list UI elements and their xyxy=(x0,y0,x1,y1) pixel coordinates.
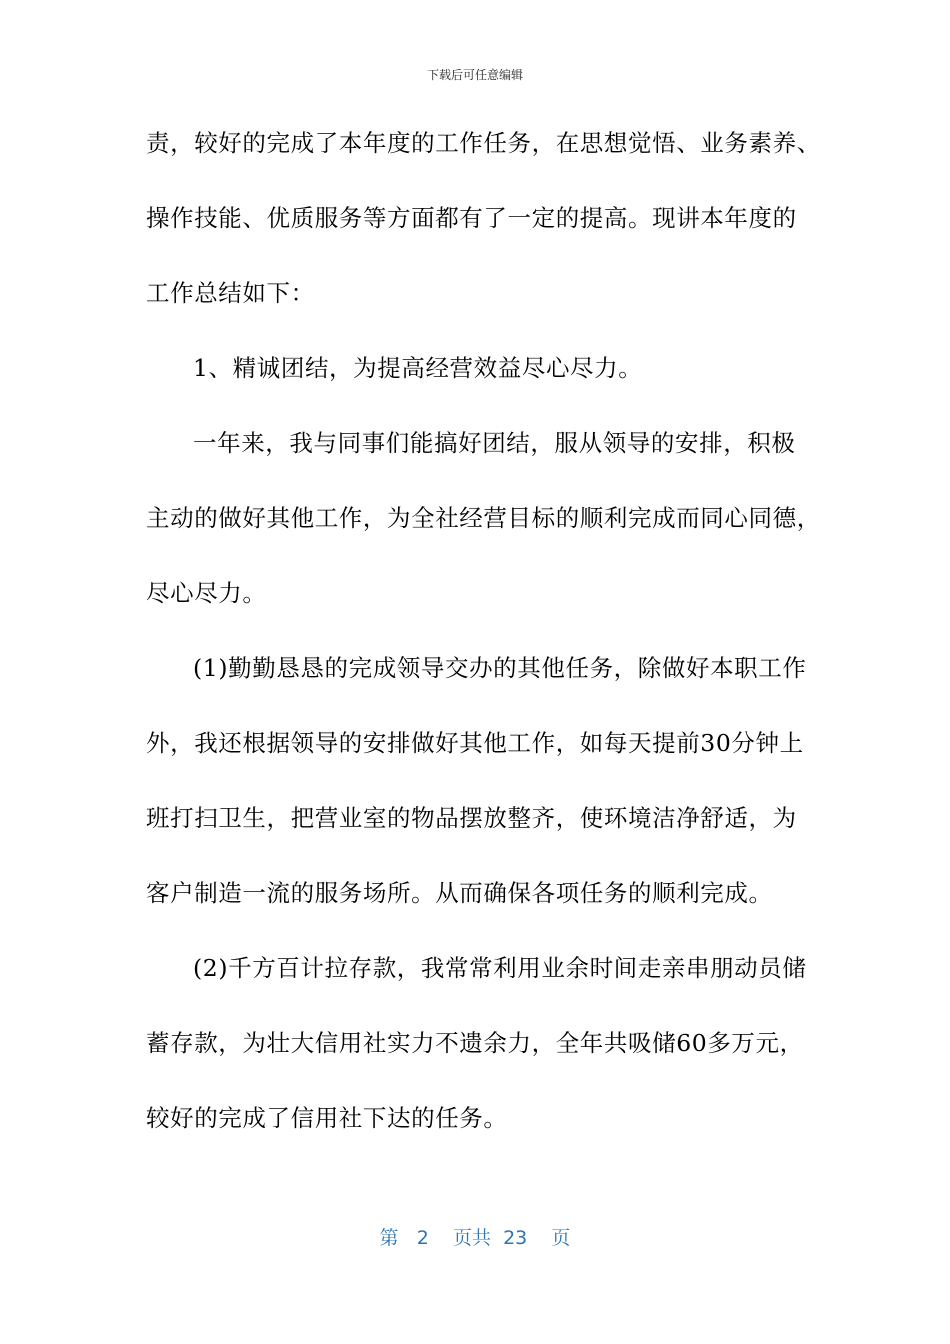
body-line: 尽心尽力。 xyxy=(146,579,267,607)
body-line: 操作技能、优质服务等方面都有了一定的提高。现讲本年度的 xyxy=(146,204,797,232)
body-line: 一年来，我与同事们能搞好团结，服从领导的安排，积极 xyxy=(193,429,796,457)
body-line: (2)千方百计拉存款，我常常利用业余时间走亲串朋动员储 xyxy=(193,954,807,982)
body-line: 责，较好的完成了本年度的工作任务，在思想觉悟、业务素养、 xyxy=(146,129,821,157)
body-line: 较好的完成了信用社下达的任务。 xyxy=(146,1104,508,1132)
footer-prefix: 第 xyxy=(379,1227,399,1249)
footer-suffix: 页 xyxy=(551,1227,571,1249)
total-pages-number: 23 xyxy=(503,1227,528,1249)
page-header: 下载后可任意编辑 xyxy=(426,68,523,82)
footer-middle: 页共 xyxy=(452,1227,491,1249)
body-line: 班打扫卫生，把营业室的物品摆放整齐，使环境洁净舒适，为 xyxy=(146,804,797,832)
page-footer xyxy=(0,1226,950,1250)
body-line: 外，我还根据领导的安排做好其他工作，如每天提前30分钟上 xyxy=(146,729,804,757)
section-heading: 1、精诚团结，为提高经营效益尽心尽力。 xyxy=(193,354,643,382)
body-line: (1)勤勤恳恳的完成领导交办的其他任务，除做好本职工作 xyxy=(193,654,807,682)
body-line: 蓄存款，为壮大信用社实力不遗余力，全年共吸储60多万元， xyxy=(146,1029,804,1057)
current-page-number: 2 xyxy=(416,1227,429,1249)
body-line: 客户制造一流的服务场所。从而确保各项任务的顺利完成。 xyxy=(146,879,773,907)
document-body xyxy=(146,106,821,1156)
body-line: 主动的做好其他工作，为全社经营目标的顺利完成而同心同德， xyxy=(146,504,821,532)
body-line: 工作总结如下： xyxy=(146,279,315,307)
